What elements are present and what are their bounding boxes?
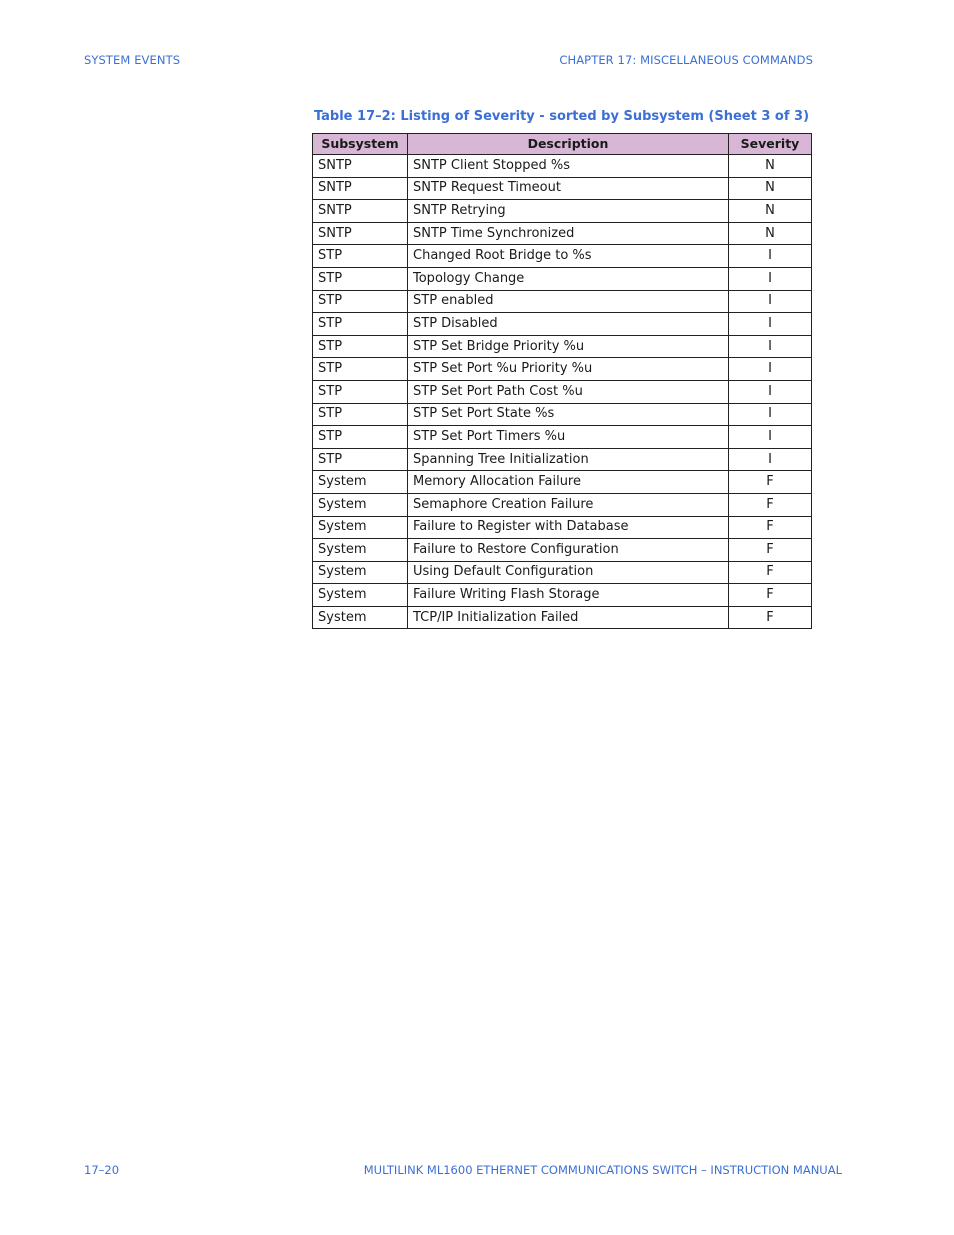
table-row — [313, 539, 812, 562]
cell-description: Topology Change — [408, 267, 729, 290]
cell-subsystem: System — [313, 539, 408, 562]
cell-description: Semaphore Creation Failure — [408, 493, 729, 516]
cell-severity: F — [729, 606, 812, 629]
cell-description: STP Set Bridge Priority %u — [408, 335, 729, 358]
table-row — [313, 200, 812, 223]
cell-description: SNTP Request Timeout — [408, 177, 729, 200]
cell-description: TCP/IP Initialization Failed — [408, 606, 729, 629]
cell-description: Changed Root Bridge to %s — [408, 245, 729, 268]
cell-severity: F — [729, 584, 812, 607]
cell-severity: I — [729, 380, 812, 403]
table-row — [313, 290, 812, 313]
table-row — [313, 471, 812, 494]
cell-severity: N — [729, 200, 812, 223]
table-row — [313, 155, 812, 178]
footer-title: MULTILINK ML1600 ETHERNET COMMUNICATIONS SWITCH – INSTRUCTION MANUAL — [363, 1163, 842, 1177]
severity-table — [312, 133, 812, 629]
table-header-row — [313, 134, 812, 155]
cell-description: SNTP Time Synchronized — [408, 222, 729, 245]
cell-severity: F — [729, 493, 812, 516]
cell-description: STP Set Port %u Priority %u — [408, 358, 729, 381]
cell-description: Failure Writing Flash Storage — [408, 584, 729, 607]
cell-subsystem: System — [313, 516, 408, 539]
table-row — [313, 245, 812, 268]
running-head-chapter: CHAPTER 17: MISCELLANEOUS COMMANDS — [559, 53, 813, 67]
cell-subsystem: STP — [313, 448, 408, 471]
cell-description: Using Default Configuration — [408, 561, 729, 584]
cell-severity: I — [729, 448, 812, 471]
cell-severity: F — [729, 561, 812, 584]
table-row — [313, 448, 812, 471]
cell-description: SNTP Retrying — [408, 200, 729, 223]
table-body — [313, 155, 812, 629]
table-row — [313, 313, 812, 336]
table-row — [313, 516, 812, 539]
cell-subsystem: STP — [313, 335, 408, 358]
table-row — [313, 380, 812, 403]
table-row — [313, 358, 812, 381]
cell-severity: I — [729, 313, 812, 336]
column-header-subsystem: Subsystem — [313, 134, 408, 155]
cell-subsystem: STP — [313, 313, 408, 336]
cell-subsystem: STP — [313, 290, 408, 313]
cell-severity: I — [729, 290, 812, 313]
cell-severity: I — [729, 245, 812, 268]
cell-severity: F — [729, 471, 812, 494]
table-row — [313, 426, 812, 449]
table-row — [313, 177, 812, 200]
cell-subsystem: System — [313, 584, 408, 607]
table-row — [313, 584, 812, 607]
cell-description: Memory Allocation Failure — [408, 471, 729, 494]
cell-description: STP Set Port Path Cost %u — [408, 380, 729, 403]
cell-description: STP enabled — [408, 290, 729, 313]
table-row — [313, 267, 812, 290]
table-row — [313, 222, 812, 245]
cell-severity: I — [729, 358, 812, 381]
cell-description: Failure to Restore Configuration — [408, 539, 729, 562]
page-number: 17–20 — [84, 1163, 120, 1177]
cell-severity: N — [729, 177, 812, 200]
cell-severity: I — [729, 403, 812, 426]
cell-subsystem: STP — [313, 426, 408, 449]
column-header-severity: Severity — [729, 134, 812, 155]
cell-severity: I — [729, 335, 812, 358]
cell-subsystem: System — [313, 471, 408, 494]
cell-subsystem: STP — [313, 380, 408, 403]
cell-severity: I — [729, 267, 812, 290]
table-row — [313, 561, 812, 584]
cell-description: SNTP Client Stopped %s — [408, 155, 729, 178]
cell-subsystem: STP — [313, 245, 408, 268]
cell-description: Spanning Tree Initialization — [408, 448, 729, 471]
running-head-section: SYSTEM EVENTS — [84, 53, 181, 67]
cell-severity: I — [729, 426, 812, 449]
cell-subsystem: SNTP — [313, 177, 408, 200]
cell-description: STP Set Port Timers %u — [408, 426, 729, 449]
cell-subsystem: STP — [313, 358, 408, 381]
table-row — [313, 493, 812, 516]
cell-subsystem: STP — [313, 403, 408, 426]
cell-subsystem: System — [313, 561, 408, 584]
cell-subsystem: System — [313, 493, 408, 516]
cell-subsystem: SNTP — [313, 200, 408, 223]
cell-subsystem: STP — [313, 267, 408, 290]
table-caption: Table 17–2: Listing of Severity - sorted by Subsystem (Sheet 3 of 3) — [313, 109, 810, 124]
cell-subsystem: System — [313, 606, 408, 629]
table-row — [313, 335, 812, 358]
cell-description: Failure to Register with Database — [408, 516, 729, 539]
table-row — [313, 606, 812, 629]
cell-severity: N — [729, 155, 812, 178]
column-header-description: Description — [408, 134, 729, 155]
cell-severity: F — [729, 516, 812, 539]
cell-severity: N — [729, 222, 812, 245]
cell-subsystem: SNTP — [313, 155, 408, 178]
cell-subsystem: SNTP — [313, 222, 408, 245]
cell-description: STP Disabled — [408, 313, 729, 336]
cell-severity: F — [729, 539, 812, 562]
cell-description: STP Set Port State %s — [408, 403, 729, 426]
table-row — [313, 403, 812, 426]
